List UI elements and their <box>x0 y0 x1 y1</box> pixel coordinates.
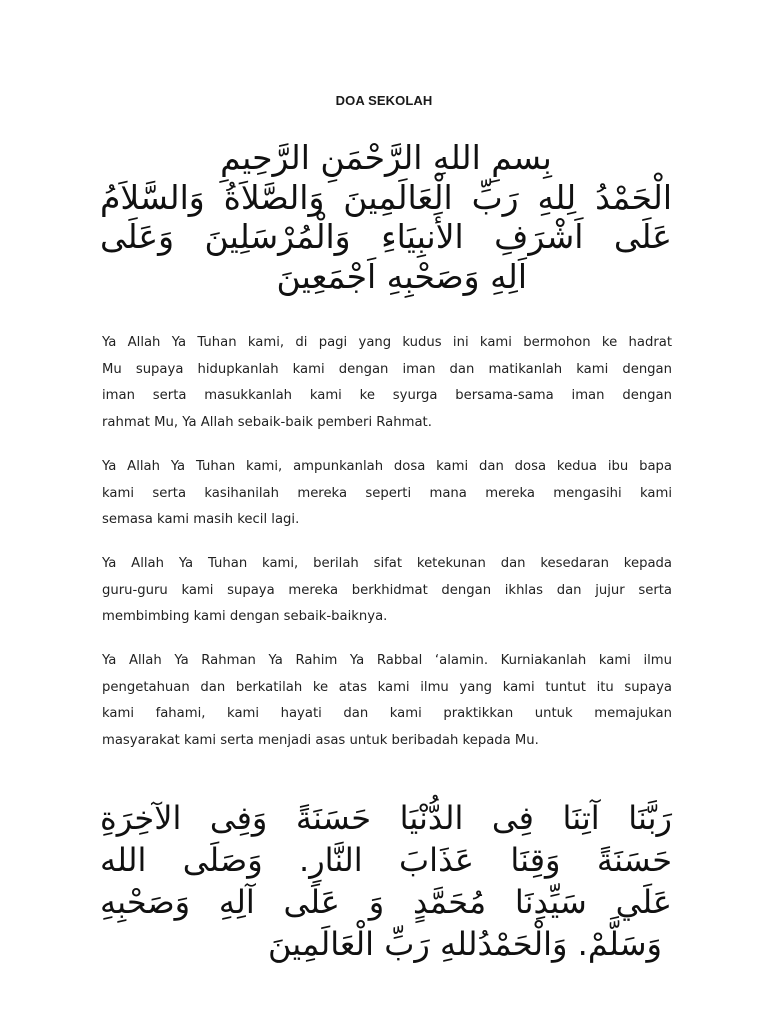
document-title: DOA SEKOLAH <box>335 93 433 108</box>
paragraph-line: rahmat Mu, Ya Allah sebaik-baik pemberi Rahmat. <box>102 414 432 430</box>
closing-arabic-prayer <box>100 797 672 965</box>
prayer-paragraph-4 <box>102 648 672 754</box>
arabic-line: عَلَى اَشْرَفِ الأَنبِيَاءِ وَالْمُرْسَلِينَ وَعَلَى <box>100 217 672 256</box>
paragraph-line: semasa kami masih kecil lagi. <box>102 512 300 527</box>
paragraph-line: membimbing kami dengan sebaik-baiknya. <box>102 609 388 624</box>
paragraph-line: Ya Allah Ya Tuhan kami, ampunkanlah dosa kami dan dosa kedua ibu bapa <box>102 459 672 474</box>
prayer-paragraph-3 <box>102 551 672 631</box>
paragraph-line: kami serta kasihanilah mereka seperti mana mereka mengasihi kami <box>102 485 672 501</box>
arabic-line: اَلِهِ وَصَحْبِهِ اَجْمَعِينَ <box>276 256 527 296</box>
arabic-line: وَسَلَّمْ. وَالْحَمْدُللهِ رَبِّ الْعَالَمِينَ <box>267 925 662 963</box>
arabic-line: حَسَنَةً وَقِنَا عَذَابَ النَّارِ. وَصَلَى الله <box>100 841 672 879</box>
prayer-paragraph-1 <box>102 330 672 436</box>
paragraph-line: kami fahami, kami hayati dan kami praktikkan untuk memajukan <box>102 706 672 721</box>
arabic-line: رَبَّنَا آتِنَا فِى الدُّنْيَا حَسَنَةً وَفِى الآخِرَةِ <box>100 799 672 837</box>
arabic-line: عَلَي سَيِّدِنَا مُحَمَّدٍ وَ عَلَى آلِهِ وَصَحْبِهِ <box>100 883 672 921</box>
paragraph-line: Ya Allah Ya Tuhan kami, berilah sifat ketekunan dan kesedaran kepada <box>102 556 672 571</box>
prayer-paragraph-2 <box>102 454 672 534</box>
opening-arabic-prayer <box>100 138 672 296</box>
paragraph-line: Ya Allah Ya Rahman Ya Rahim Ya Rabbal ‘alamin. Kurniakanlah kami ilmu <box>102 653 672 668</box>
paragraph-line: Mu supaya hidupkanlah kami dengan iman dan matikanlah kami dengan <box>102 361 672 377</box>
arabic-line: الْحَمْدُ لِلهِ رَبِّ الْعَالَمِينَ وَالصَّلاَةُ وَالسَّلاَمُ <box>100 177 672 217</box>
paragraph-line: masyarakat kami serta menjadi asas untuk beribadah kepada Mu. <box>102 732 539 748</box>
arabic-line: بِسمِ اللهِ الرَّحْمَنِ الرَّحِيمِ <box>220 138 552 177</box>
paragraph-line: iman serta masukkanlah kami ke syurga bersama-sama iman dengan <box>102 388 672 403</box>
paragraph-line: pengetahuan dan berkatilah ke atas kami ilmu yang kami tuntut itu supaya <box>102 679 672 695</box>
paragraph-line: guru-guru kami supaya mereka berkhidmat dengan ikhlas dan jujur serta <box>102 582 672 598</box>
paragraph-line: Ya Allah Ya Tuhan kami, di pagi yang kudus ini kami bermohon ke hadrat <box>102 335 672 350</box>
